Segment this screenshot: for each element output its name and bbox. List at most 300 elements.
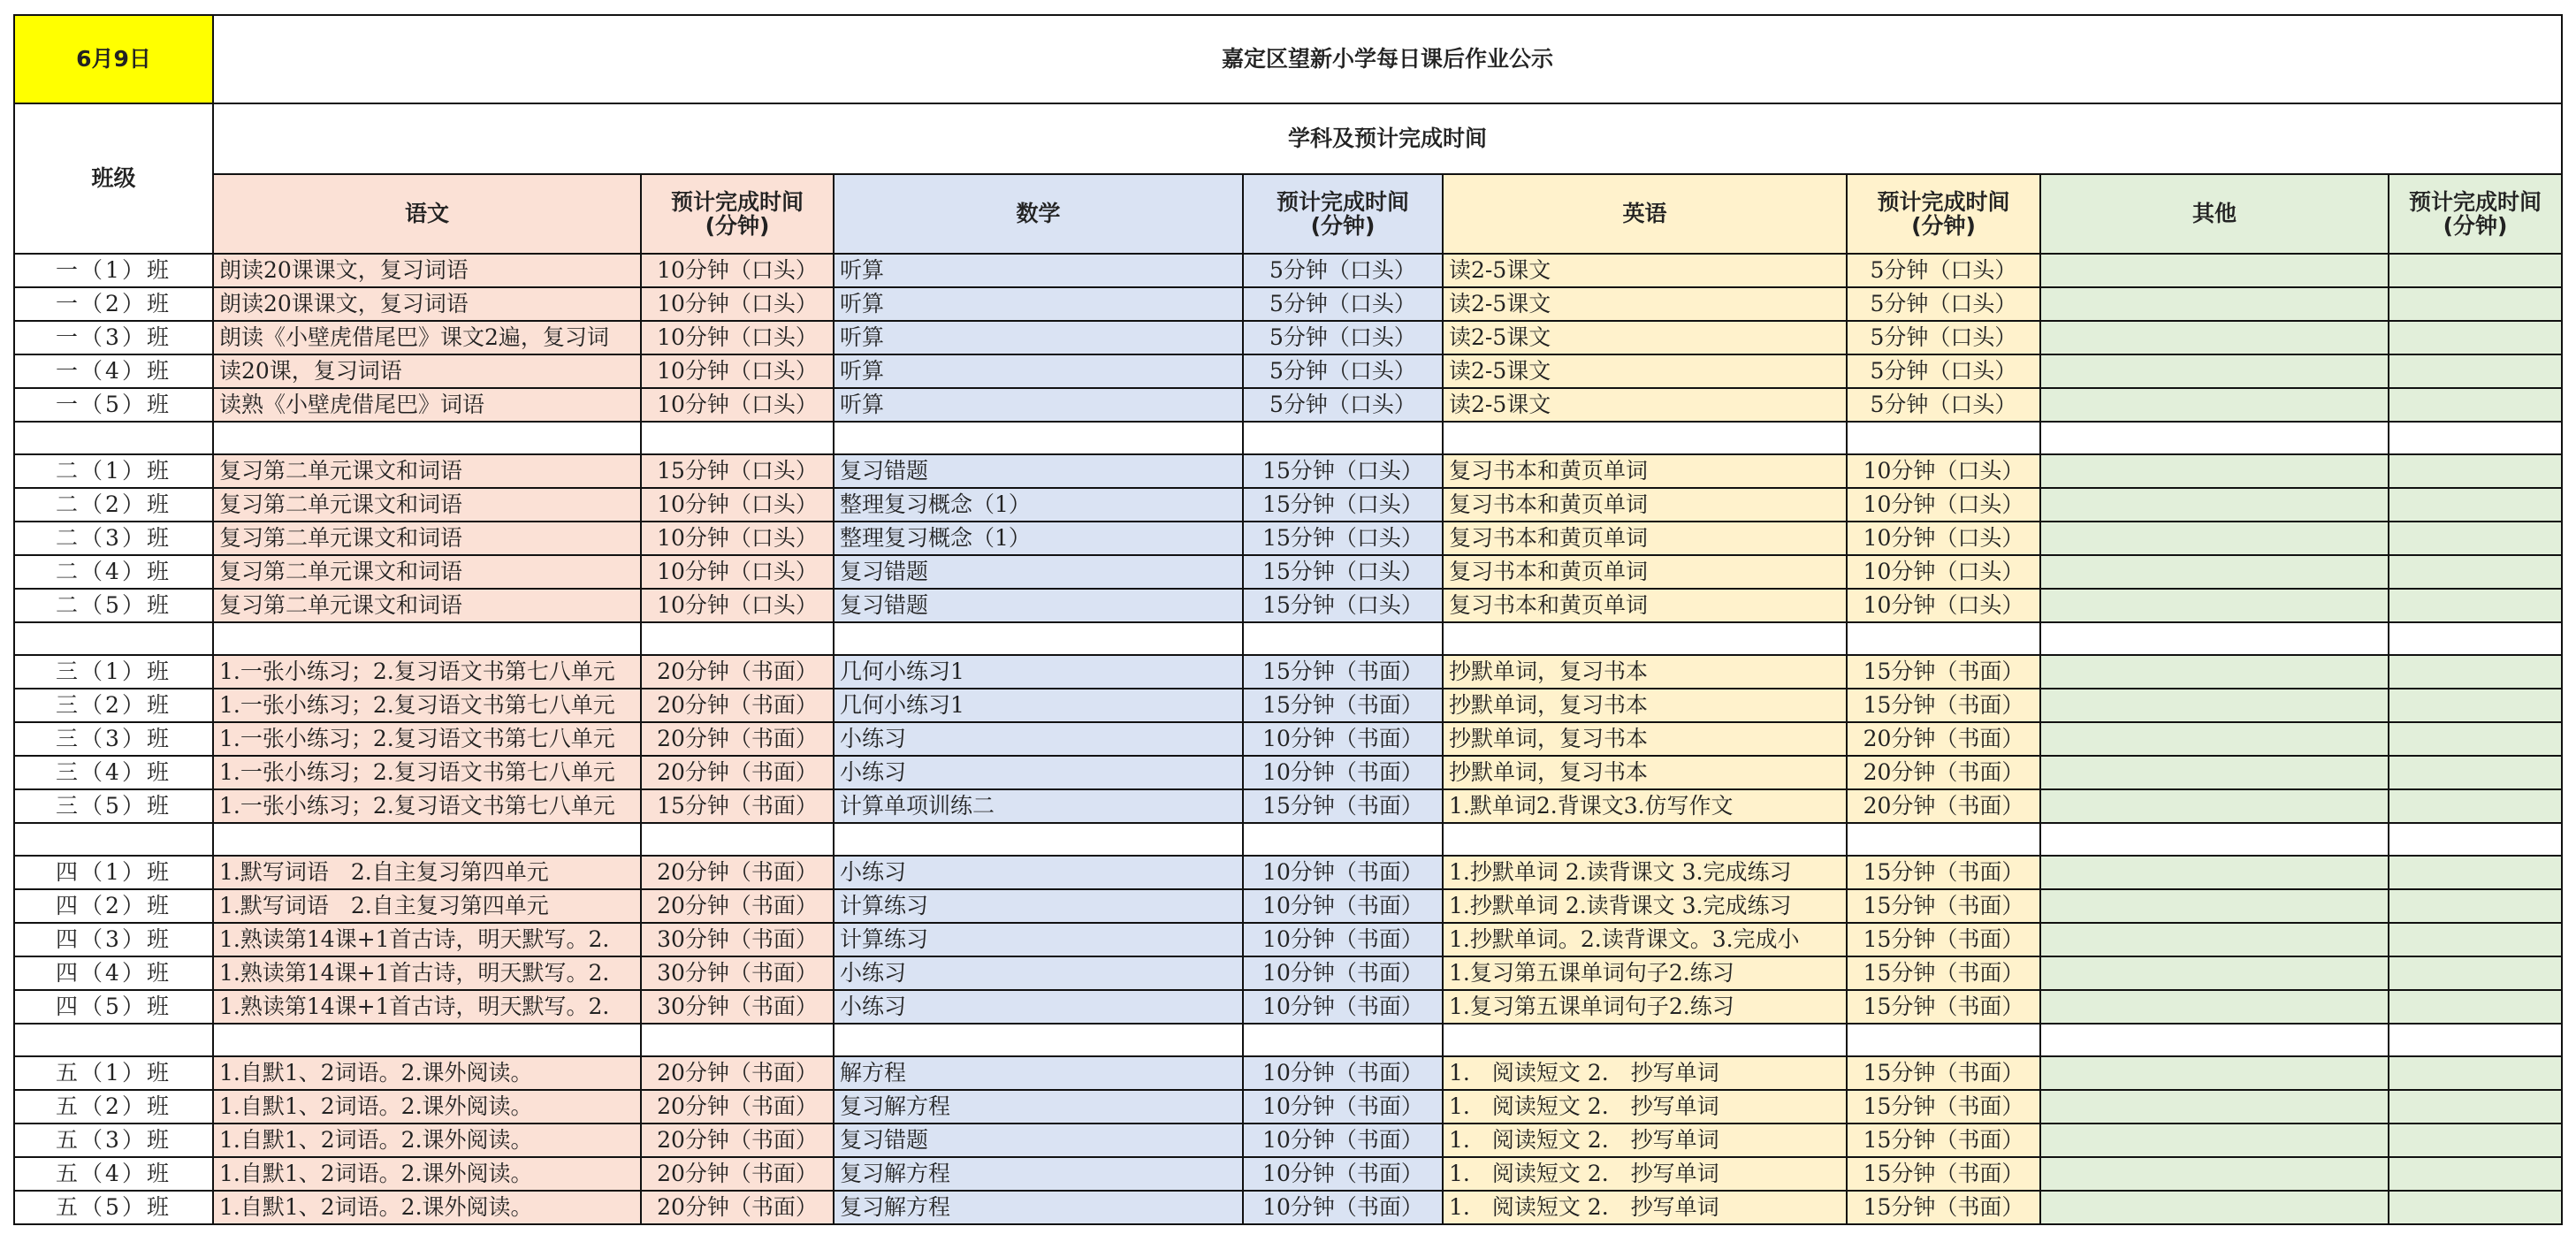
chinese-homework-cell[interactable]: 1.默写词语 2.自主复习第四单元 [213,889,641,923]
math-time-cell[interactable]: 15分钟（口头） [1243,522,1443,555]
table-row [14,488,2562,522]
chinese-homework-cell[interactable]: 1.熟读第14课+1首古诗，明天默写。2. [213,923,641,956]
chinese-time-cell[interactable]: 10分钟（口头） [641,522,834,555]
chinese-time-cell[interactable]: 20分钟（书面） [641,722,834,756]
english-time-cell[interactable]: 10分钟（口头） [1847,555,2040,589]
english-homework-cell[interactable]: 读2-5课文 [1443,254,1847,287]
empty-cell[interactable] [1243,422,1443,454]
other-time-cell[interactable] [2389,1191,2562,1224]
empty-cell[interactable] [1443,1024,1847,1056]
math-homework-cell[interactable]: 复习解方程 [834,1090,1243,1124]
english-time-cell[interactable]: 15分钟（书面） [1847,923,2040,956]
english-time-cell[interactable]: 5分钟（口头） [1847,254,2040,287]
empty-cell[interactable] [1847,1024,2040,1056]
empty-cell[interactable] [2389,1024,2562,1056]
grade-separator-row [14,823,2562,856]
table-row [14,789,2562,823]
english-time-cell[interactable]: 5分钟（口头） [1847,287,2040,321]
chinese-time-cell[interactable]: 10分钟（口头） [641,354,834,388]
math-homework-cell[interactable]: 小练习 [834,956,1243,990]
math-time-cell[interactable]: 10分钟（书面） [1243,923,1443,956]
english-time-cell[interactable]: 15分钟（书面） [1847,856,2040,889]
english-homework-cell[interactable]: 抄默单词，复习书本 [1443,655,1847,689]
math-time-cell[interactable]: 5分钟（口头） [1243,254,1443,287]
english-homework-cell[interactable]: 复习书本和黄页单词 [1443,522,1847,555]
empty-cell[interactable] [1443,422,1847,454]
chinese-homework-cell[interactable]: 1.一张小练习；2.复习语文书第七八单元 [213,789,641,823]
table-row [14,1056,2562,1090]
math-homework-cell[interactable]: 复习错题 [834,589,1243,622]
math-time-cell[interactable]: 10分钟（书面） [1243,1124,1443,1157]
empty-cell[interactable] [834,622,1243,655]
english-homework-cell[interactable]: 读2-5课文 [1443,354,1847,388]
chinese-homework-cell[interactable]: 1.默写词语 2.自主复习第四单元 [213,856,641,889]
english-time-cell[interactable]: 10分钟（口头） [1847,522,2040,555]
math-time-cell[interactable]: 10分钟（书面） [1243,1157,1443,1191]
class-cell[interactable]: 五（4）班 [14,1157,213,1191]
english-homework-cell[interactable]: 1. 阅读短文 2. 抄写单词 [1443,1157,1847,1191]
math-time-cell[interactable]: 5分钟（口头） [1243,388,1443,422]
empty-cell[interactable] [641,422,834,454]
math-homework-cell[interactable]: 计算单项训练二 [834,789,1243,823]
english-homework-cell[interactable]: 复习书本和黄页单词 [1443,555,1847,589]
chinese-homework-cell[interactable]: 1.自默1、2词语。2.课外阅读。 [213,1191,641,1224]
empty-cell[interactable] [213,823,641,856]
class-cell[interactable]: 四（2）班 [14,889,213,923]
chinese-homework-cell[interactable]: 复习第二单元课文和词语 [213,488,641,522]
other-time-cell[interactable] [2389,488,2562,522]
english-homework-cell[interactable]: 1.抄默单词 2.读背课文 3.完成练习 [1443,889,1847,923]
class-column-header[interactable]: 班级 [14,103,213,254]
class-cell[interactable]: 一（5）班 [14,388,213,422]
other-homework-cell[interactable] [2040,655,2389,689]
other-homework-cell[interactable] [2040,454,2389,488]
chinese-time-cell[interactable]: 15分钟（口头） [641,454,834,488]
class-cell[interactable]: 一（2）班 [14,287,213,321]
other-time-cell[interactable] [2389,1157,2562,1191]
empty-cell[interactable] [2389,622,2562,655]
chinese-homework-cell[interactable]: 1.一张小练习；2.复习语文书第七八单元 [213,655,641,689]
english-time-column-header[interactable]: 预计完成时间 (分钟) [1847,174,2040,254]
page-title[interactable]: 嘉定区望新小学每日课后作业公示 [213,15,2562,103]
chinese-homework-cell[interactable]: 复习第二单元课文和词语 [213,555,641,589]
other-time-cell[interactable] [2389,522,2562,555]
math-homework-cell[interactable]: 复习错题 [834,555,1243,589]
other-homework-cell[interactable] [2040,321,2389,354]
other-time-cell[interactable] [2389,956,2562,990]
english-homework-cell[interactable]: 1.抄默单词。2.读背课文。3.完成小 [1443,923,1847,956]
chinese-time-cell[interactable]: 20分钟（书面） [641,1157,834,1191]
chinese-time-cell[interactable]: 10分钟（口头） [641,321,834,354]
chinese-time-cell[interactable]: 20分钟（书面） [641,1056,834,1090]
english-homework-cell[interactable]: 复习书本和黄页单词 [1443,454,1847,488]
other-homework-cell[interactable] [2040,254,2389,287]
english-homework-cell[interactable]: 抄默单词，复习书本 [1443,756,1847,789]
math-time-cell[interactable]: 10分钟（书面） [1243,990,1443,1024]
empty-cell[interactable] [834,1024,1243,1056]
chinese-homework-cell[interactable]: 读20课，复习词语 [213,354,641,388]
math-homework-cell[interactable]: 复习解方程 [834,1157,1243,1191]
table-row [14,555,2562,589]
other-column-header[interactable]: 其他 [2040,174,2389,254]
english-time-cell[interactable]: 15分钟（书面） [1847,655,2040,689]
class-cell[interactable]: 三（3）班 [14,722,213,756]
other-homework-cell[interactable] [2040,889,2389,923]
table-row [14,254,2562,287]
math-homework-cell[interactable]: 复习错题 [834,1124,1243,1157]
class-cell[interactable]: 一（3）班 [14,321,213,354]
other-time-cell[interactable] [2389,1090,2562,1124]
english-time-cell[interactable]: 15分钟（书面） [1847,889,2040,923]
table-row [14,522,2562,555]
class-cell[interactable]: 二（4）班 [14,555,213,589]
english-time-cell[interactable]: 20分钟（书面） [1847,789,2040,823]
table-row [14,287,2562,321]
chinese-time-column-header[interactable]: 预计完成时间 (分钟) [641,174,834,254]
math-homework-cell[interactable]: 小练习 [834,756,1243,789]
english-time-cell[interactable]: 20分钟（书面） [1847,756,2040,789]
chinese-time-cell[interactable]: 20分钟（书面） [641,1090,834,1124]
empty-cell[interactable] [1243,1024,1443,1056]
chinese-time-cell[interactable]: 20分钟（书面） [641,1124,834,1157]
math-homework-cell[interactable]: 复习解方程 [834,1191,1243,1224]
other-homework-cell[interactable] [2040,1157,2389,1191]
other-homework-cell[interactable] [2040,1090,2389,1124]
other-time-cell[interactable] [2389,1056,2562,1090]
chinese-homework-cell[interactable]: 1.自默1、2词语。2.课外阅读。 [213,1124,641,1157]
other-time-cell[interactable] [2389,856,2562,889]
other-homework-cell[interactable] [2040,689,2389,722]
class-cell[interactable]: 三（4）班 [14,756,213,789]
math-time-cell[interactable]: 15分钟（书面） [1243,789,1443,823]
class-cell[interactable]: 四（5）班 [14,990,213,1024]
class-cell[interactable]: 一（1）班 [14,254,213,287]
other-time-cell[interactable] [2389,756,2562,789]
english-time-cell[interactable]: 10分钟（口头） [1847,488,2040,522]
english-time-cell[interactable]: 5分钟（口头） [1847,388,2040,422]
chinese-homework-cell[interactable]: 1.一张小练习；2.复习语文书第七八单元 [213,756,641,789]
math-time-cell[interactable]: 15分钟（口头） [1243,589,1443,622]
table-row [14,321,2562,354]
english-time-cell[interactable]: 20分钟（书面） [1847,722,2040,756]
english-time-cell[interactable]: 15分钟（书面） [1847,956,2040,990]
empty-cell[interactable] [1443,823,1847,856]
math-time-cell[interactable]: 5分钟（口头） [1243,354,1443,388]
chinese-time-cell[interactable]: 20分钟（书面） [641,1191,834,1224]
empty-cell[interactable] [1847,622,2040,655]
other-homework-cell[interactable] [2040,354,2389,388]
math-time-column-header[interactable]: 预计完成时间 (分钟) [1243,174,1443,254]
class-cell[interactable]: 四（1）班 [14,856,213,889]
chinese-homework-cell[interactable]: 1.自默1、2词语。2.课外阅读。 [213,1157,641,1191]
other-time-column-header[interactable]: 预计完成时间 (分钟) [2389,174,2562,254]
empty-cell[interactable] [1243,823,1443,856]
english-homework-cell[interactable]: 1. 阅读短文 2. 抄写单词 [1443,1191,1847,1224]
table-row [14,722,2562,756]
english-homework-cell[interactable]: 复习书本和黄页单词 [1443,589,1847,622]
date-cell[interactable]: 6月9日 [14,15,213,103]
other-homework-cell[interactable] [2040,1191,2389,1224]
chinese-homework-cell[interactable]: 1.一张小练习；2.复习语文书第七八单元 [213,689,641,722]
other-homework-cell[interactable] [2040,923,2389,956]
other-time-cell[interactable] [2389,789,2562,823]
math-time-cell[interactable]: 10分钟（书面） [1243,956,1443,990]
english-homework-cell[interactable]: 1.复习第五课单词句子2.练习 [1443,990,1847,1024]
class-cell[interactable]: 四（3）班 [14,923,213,956]
math-time-cell[interactable]: 15分钟（口头） [1243,555,1443,589]
chinese-homework-cell[interactable]: 朗读20课课文，复习词语 [213,254,641,287]
chinese-time-cell[interactable]: 15分钟（书面） [641,789,834,823]
chinese-time-cell[interactable]: 30分钟（书面） [641,990,834,1024]
other-homework-cell[interactable] [2040,990,2389,1024]
empty-cell[interactable] [213,422,641,454]
other-time-cell[interactable] [2389,388,2562,422]
english-time-cell[interactable]: 15分钟（书面） [1847,990,2040,1024]
chinese-column-header[interactable]: 语文 [213,174,641,254]
chinese-time-cell[interactable]: 10分钟（口头） [641,589,834,622]
chinese-time-cell[interactable]: 20分钟（书面） [641,889,834,923]
english-homework-cell[interactable]: 读2-5课文 [1443,321,1847,354]
chinese-homework-cell[interactable]: 复习第二单元课文和词语 [213,454,641,488]
chinese-time-cell[interactable]: 10分钟（口头） [641,555,834,589]
table-row [14,689,2562,722]
class-cell[interactable]: 二（1）班 [14,454,213,488]
english-time-cell[interactable]: 15分钟（书面） [1847,689,2040,722]
chinese-time-cell[interactable]: 10分钟（口头） [641,254,834,287]
other-time-cell[interactable] [2389,1124,2562,1157]
math-time-cell[interactable]: 10分钟（书面） [1243,722,1443,756]
class-cell[interactable]: 二（5）班 [14,589,213,622]
chinese-homework-cell[interactable]: 朗读《小壁虎借尾巴》课文2遍，复习词 [213,321,641,354]
math-homework-cell[interactable]: 计算练习 [834,889,1243,923]
empty-cell[interactable] [2389,823,2562,856]
english-column-header[interactable]: 英语 [1443,174,1847,254]
table-row [14,756,2562,789]
empty-cell[interactable] [1847,422,2040,454]
english-homework-cell[interactable]: 1. 阅读短文 2. 抄写单词 [1443,1124,1847,1157]
empty-cell[interactable] [1243,622,1443,655]
table-row [14,1124,2562,1157]
other-homework-cell[interactable] [2040,956,2389,990]
class-cell[interactable]: 一（4）班 [14,354,213,388]
english-homework-cell[interactable]: 复习书本和黄页单词 [1443,488,1847,522]
other-homework-cell[interactable] [2040,388,2389,422]
math-homework-cell[interactable]: 听算 [834,354,1243,388]
other-homework-cell[interactable] [2040,1124,2389,1157]
english-homework-cell[interactable]: 1.默单词2.背课文3.仿写作文 [1443,789,1847,823]
class-cell[interactable]: 五（5）班 [14,1191,213,1224]
english-time-cell[interactable]: 15分钟（书面） [1847,1056,2040,1090]
other-time-cell[interactable] [2389,287,2562,321]
table-row [14,589,2562,622]
chinese-homework-cell[interactable]: 复习第二单元课文和词语 [213,589,641,622]
other-time-cell[interactable] [2389,555,2562,589]
table-row [14,889,2562,923]
math-time-cell[interactable]: 5分钟（口头） [1243,321,1443,354]
english-homework-cell[interactable]: 1.复习第五课单词句子2.练习 [1443,956,1847,990]
empty-cell[interactable] [834,823,1243,856]
table-row [14,990,2562,1024]
table-row [14,388,2562,422]
empty-cell[interactable] [641,823,834,856]
empty-cell[interactable] [2040,823,2389,856]
homework-table [13,14,2563,1225]
chinese-homework-cell[interactable]: 读熟《小壁虎借尾巴》词语 [213,388,641,422]
other-time-cell[interactable] [2389,990,2562,1024]
english-time-cell[interactable]: 10分钟（口头） [1847,589,2040,622]
class-cell[interactable]: 二（3）班 [14,522,213,555]
other-homework-cell[interactable] [2040,287,2389,321]
table-row [14,956,2562,990]
other-homework-cell[interactable] [2040,789,2389,823]
other-time-cell[interactable] [2389,321,2562,354]
class-cell[interactable]: 四（4）班 [14,956,213,990]
chinese-time-cell[interactable]: 30分钟（书面） [641,956,834,990]
other-homework-cell[interactable] [2040,722,2389,756]
table-row [14,655,2562,689]
math-time-cell[interactable]: 10分钟（书面） [1243,1090,1443,1124]
other-time-cell[interactable] [2389,655,2562,689]
math-homework-cell[interactable]: 小练习 [834,722,1243,756]
class-cell[interactable]: 三（1）班 [14,655,213,689]
math-time-cell[interactable]: 10分钟（书面） [1243,1191,1443,1224]
math-homework-cell[interactable]: 整理复习概念（1） [834,522,1243,555]
english-homework-cell[interactable]: 读2-5课文 [1443,388,1847,422]
chinese-time-cell[interactable]: 20分钟（书面） [641,856,834,889]
empty-cell[interactable] [1443,622,1847,655]
grade-separator-row [14,422,2562,454]
other-homework-cell[interactable] [2040,756,2389,789]
chinese-homework-cell[interactable]: 1.自默1、2词语。2.课外阅读。 [213,1090,641,1124]
english-homework-cell[interactable]: 1. 阅读短文 2. 抄写单词 [1443,1090,1847,1124]
chinese-time-cell[interactable]: 20分钟（书面） [641,689,834,722]
english-homework-cell[interactable]: 1.抄默单词 2.读背课文 3.完成练习 [1443,856,1847,889]
math-time-cell[interactable]: 15分钟（书面） [1243,689,1443,722]
math-homework-cell[interactable]: 复习错题 [834,454,1243,488]
math-time-cell[interactable]: 10分钟（书面） [1243,756,1443,789]
english-time-cell[interactable]: 5分钟（口头） [1847,354,2040,388]
other-time-cell[interactable] [2389,454,2562,488]
math-homework-cell[interactable]: 听算 [834,254,1243,287]
empty-cell[interactable] [2040,622,2389,655]
empty-cell[interactable] [14,622,213,655]
math-homework-cell[interactable]: 整理复习概念（1） [834,488,1243,522]
other-homework-cell[interactable] [2040,856,2389,889]
math-homework-cell[interactable]: 计算练习 [834,923,1243,956]
class-cell[interactable]: 五（1）班 [14,1056,213,1090]
math-homework-cell[interactable]: 几何小练习1 [834,655,1243,689]
empty-cell[interactable] [213,1024,641,1056]
empty-cell[interactable] [213,622,641,655]
other-homework-cell[interactable] [2040,1056,2389,1090]
grade-separator-row [14,622,2562,655]
empty-cell[interactable] [2040,1024,2389,1056]
math-time-cell[interactable]: 15分钟（口头） [1243,454,1443,488]
chinese-homework-cell[interactable]: 复习第二单元课文和词语 [213,522,641,555]
math-time-cell[interactable]: 15分钟（书面） [1243,655,1443,689]
math-homework-cell[interactable]: 几何小练习1 [834,689,1243,722]
chinese-homework-cell[interactable]: 1.熟读第14课+1首古诗，明天默写。2. [213,990,641,1024]
math-column-header[interactable]: 数学 [834,174,1243,254]
other-homework-cell[interactable] [2040,522,2389,555]
english-time-cell[interactable]: 15分钟（书面） [1847,1124,2040,1157]
chinese-homework-cell[interactable]: 1.自默1、2词语。2.课外阅读。 [213,1056,641,1090]
table-row [14,923,2562,956]
empty-cell[interactable] [14,1024,213,1056]
math-homework-cell[interactable]: 解方程 [834,1056,1243,1090]
english-homework-cell[interactable]: 抄默单词，复习书本 [1443,689,1847,722]
math-time-cell[interactable]: 10分钟（书面） [1243,889,1443,923]
empty-cell[interactable] [834,422,1243,454]
english-homework-cell[interactable]: 抄默单词，复习书本 [1443,722,1847,756]
other-time-cell[interactable] [2389,689,2562,722]
other-homework-cell[interactable] [2040,589,2389,622]
other-time-cell[interactable] [2389,923,2562,956]
empty-cell[interactable] [641,1024,834,1056]
chinese-time-cell[interactable]: 10分钟（口头） [641,388,834,422]
empty-cell[interactable] [2040,422,2389,454]
empty-cell[interactable] [14,422,213,454]
class-cell[interactable]: 二（2）班 [14,488,213,522]
math-time-cell[interactable]: 10分钟（书面） [1243,856,1443,889]
table-row [14,354,2562,388]
math-homework-cell[interactable]: 听算 [834,287,1243,321]
math-time-cell[interactable]: 5分钟（口头） [1243,287,1443,321]
empty-cell[interactable] [14,823,213,856]
class-cell[interactable]: 三（2）班 [14,689,213,722]
english-time-cell[interactable]: 15分钟（书面） [1847,1157,2040,1191]
english-homework-cell[interactable]: 1. 阅读短文 2. 抄写单词 [1443,1056,1847,1090]
chinese-time-cell[interactable]: 10分钟（口头） [641,488,834,522]
grade-separator-row [14,1024,2562,1056]
table-row [14,454,2562,488]
other-homework-cell[interactable] [2040,488,2389,522]
class-cell[interactable]: 三（5）班 [14,789,213,823]
class-cell[interactable]: 五（3）班 [14,1124,213,1157]
chinese-homework-cell[interactable]: 1.熟读第14课+1首古诗，明天默写。2. [213,956,641,990]
subjects-header[interactable]: 学科及预计完成时间 [213,103,2562,174]
chinese-homework-cell[interactable]: 朗读20课课文，复习词语 [213,287,641,321]
empty-cell[interactable] [641,622,834,655]
math-homework-cell[interactable]: 听算 [834,388,1243,422]
math-homework-cell[interactable]: 听算 [834,321,1243,354]
chinese-time-cell[interactable]: 10分钟（口头） [641,287,834,321]
other-time-cell[interactable] [2389,589,2562,622]
math-homework-cell[interactable]: 小练习 [834,856,1243,889]
other-homework-cell[interactable] [2040,555,2389,589]
other-time-cell[interactable] [2389,354,2562,388]
english-homework-cell[interactable]: 读2-5课文 [1443,287,1847,321]
table-row [14,1191,2562,1224]
math-time-cell[interactable]: 10分钟（书面） [1243,1056,1443,1090]
english-time-cell[interactable]: 5分钟（口头） [1847,321,2040,354]
english-time-cell[interactable]: 15分钟（书面） [1847,1090,2040,1124]
chinese-time-cell[interactable]: 20分钟（书面） [641,756,834,789]
other-time-cell[interactable] [2389,889,2562,923]
english-time-cell[interactable]: 15分钟（书面） [1847,1191,2040,1224]
chinese-homework-cell[interactable]: 1.一张小练习；2.复习语文书第七八单元 [213,722,641,756]
other-time-cell[interactable] [2389,254,2562,287]
chinese-time-cell[interactable]: 30分钟（书面） [641,923,834,956]
math-time-cell[interactable]: 15分钟（口头） [1243,488,1443,522]
english-time-cell[interactable]: 10分钟（口头） [1847,454,2040,488]
math-homework-cell[interactable]: 小练习 [834,990,1243,1024]
empty-cell[interactable] [2389,422,2562,454]
class-cell[interactable]: 五（2）班 [14,1090,213,1124]
empty-cell[interactable] [1847,823,2040,856]
chinese-time-cell[interactable]: 20分钟（书面） [641,655,834,689]
other-time-cell[interactable] [2389,722,2562,756]
